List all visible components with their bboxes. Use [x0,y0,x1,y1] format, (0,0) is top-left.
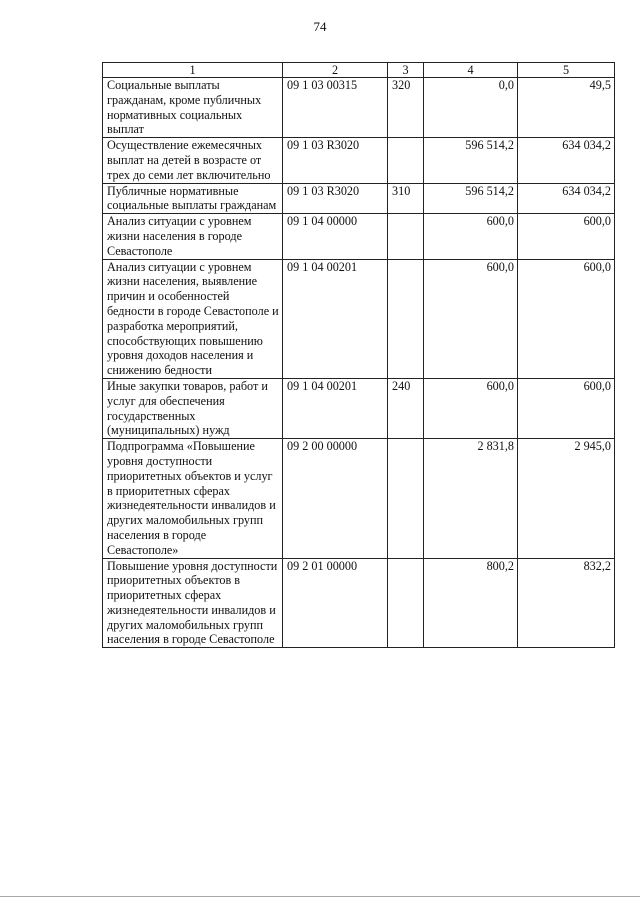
row-value-2: 49,5 [518,78,615,138]
row-code: 09 1 03 00315 [283,78,388,138]
row-value-2: 600,0 [518,214,615,259]
row-name: Осуществление ежемесячных выплат на детей в возрасте от трех до семи лет включительно [103,138,283,183]
row-type: 310 [388,183,424,214]
row-code: 09 1 04 00201 [283,378,388,438]
row-code: 09 2 00 00000 [283,439,388,558]
table-row [103,138,615,183]
row-value-1: 600,0 [424,214,518,259]
table-row [103,259,615,378]
row-code: 09 1 03 R3020 [283,183,388,214]
table-header-row [103,63,615,78]
row-type [388,214,424,259]
row-type [388,558,424,648]
column-header-3: 3 [388,63,424,78]
column-header-4: 4 [424,63,518,78]
table-row [103,558,615,648]
page-bottom-edge [0,896,640,897]
table-row [103,214,615,259]
column-header-2: 2 [283,63,388,78]
row-value-2: 600,0 [518,259,615,378]
row-value-1: 596 514,2 [424,183,518,214]
row-value-1: 600,0 [424,378,518,438]
page-number: 74 [313,19,327,34]
column-header-5: 5 [518,63,615,78]
row-value-1: 596 514,2 [424,138,518,183]
row-name: Анализ ситуации с уровнем жизни населения, выявление причин и особенностей бедности в городе Севастополе и разработка мероприятий, способствующих повышению уровня доходов населения и снижению бедности [103,259,283,378]
column-header-1: 1 [103,63,283,78]
row-value-1: 0,0 [424,78,518,138]
row-value-2: 2 945,0 [518,439,615,558]
row-type [388,439,424,558]
row-code: 09 1 04 00201 [283,259,388,378]
row-name: Повышение уровня доступности приоритетных объектов в приоритетных сферах жизнедеятельности инвалидов и других маломобильных групп населения в городе Севастополе [103,558,283,648]
table-row [103,378,615,438]
table-row [103,78,615,138]
table-row [103,183,615,214]
row-value-1: 2 831,8 [424,439,518,558]
row-value-1: 600,0 [424,259,518,378]
row-type: 320 [388,78,424,138]
row-code: 09 1 04 00000 [283,214,388,259]
row-name: Социальные выплаты гражданам, кроме публичных нормативных социальных выплат [103,78,283,138]
row-value-2: 634 034,2 [518,138,615,183]
row-value-2: 634 034,2 [518,183,615,214]
row-name: Анализ ситуации с уровнем жизни населения в городе Севастополе [103,214,283,259]
row-code: 09 2 01 00000 [283,558,388,648]
row-value-1: 800,2 [424,558,518,648]
row-value-2: 600,0 [518,378,615,438]
row-code: 09 1 03 R3020 [283,138,388,183]
table-row [103,439,615,558]
row-type [388,138,424,183]
row-type [388,259,424,378]
row-name: Иные закупки товаров, работ и услуг для обеспечения государственных (муниципальных) нужд [103,378,283,438]
row-name: Публичные нормативные социальные выплаты гражданам [103,183,283,214]
row-type: 240 [388,378,424,438]
row-value-2: 832,2 [518,558,615,648]
row-name: Подпрограмма «Повышение уровня доступности приоритетных объектов и услуг в приоритетных сферах жизнедеятельности инвалидов и других маломобильных групп населения в городе Севастополе» [103,439,283,558]
budget-table [102,62,615,648]
